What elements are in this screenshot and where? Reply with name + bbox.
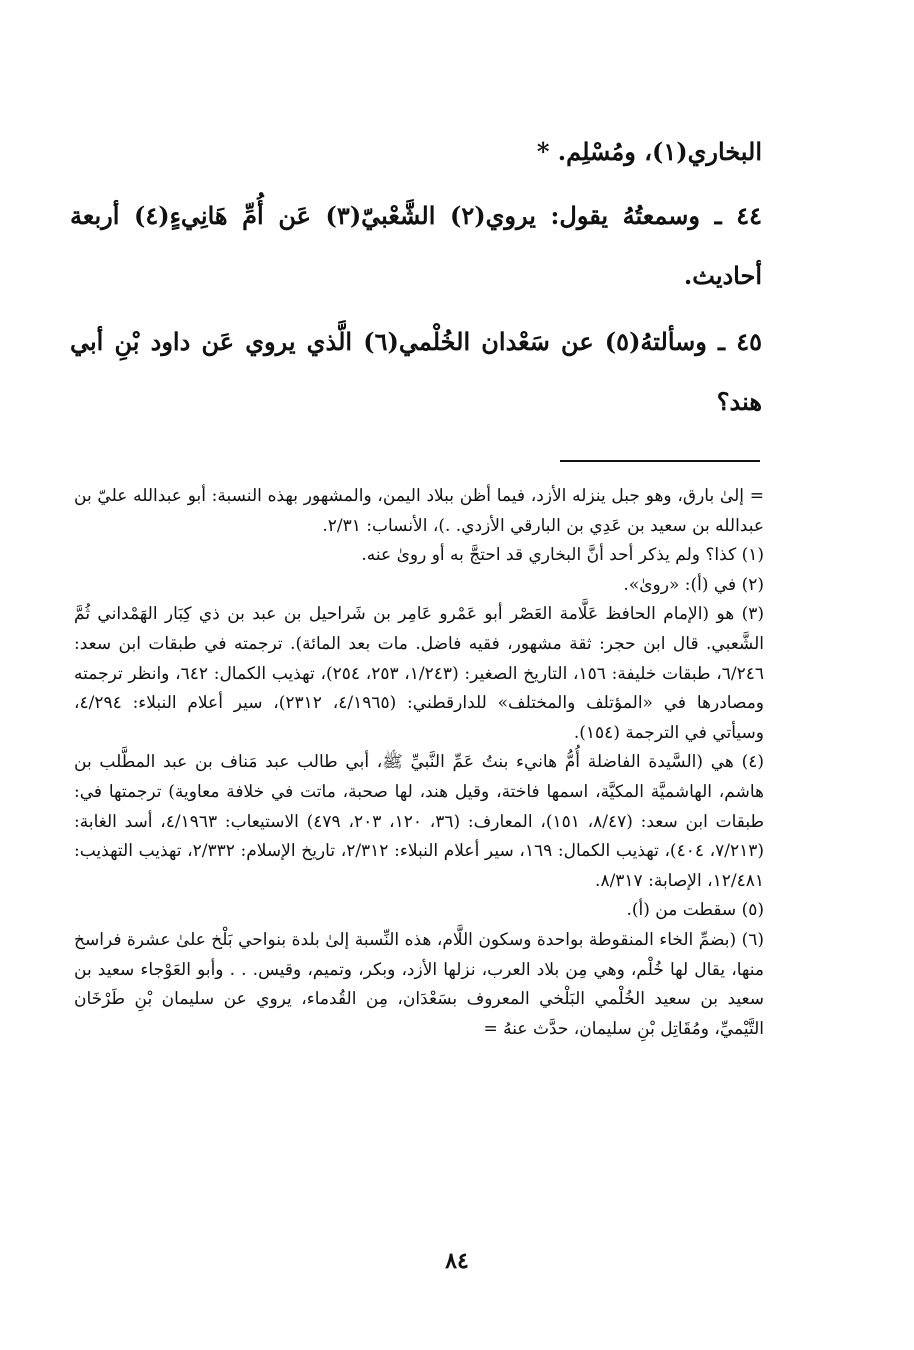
- main-text-line-bukhari: [70, 122, 762, 182]
- main-paragraph: ٤٥ ـ وسألتهُ(٥) عن سَعْدان الخُلْمي(٦) الَّذي يروي عَن داود بْنِ أبي هند؟: [70, 327, 763, 416]
- footnote-1: (١) كذا؟ ولم يذكر أحد أنَّ البخاري قد احتجَّ به أو روىٰ عنه.: [361, 545, 764, 566]
- footnote-5: (٥) سقطت من (أ).: [626, 900, 764, 921]
- footnote-continuation: = إلىٰ بارق، وهو جبل ينزله الأزد، فيما أظن ببلاد اليمن، والمشهور بهذه النسبة: أبو عبدالله عليّ بن عبدالله بن سعيد بن عَدِي بن البارقي الأزدي. .)، الأنساب: ٢/٣١.: [74, 486, 764, 536]
- main-paragraph: البخاري(١)، ومُسْلِم. *: [536, 137, 762, 166]
- footnotes: [74, 482, 764, 1044]
- main-paragraph: ٤٤ ـ وسمعتُهُ يقول: يروي(٢) الشَّعْبيّ(٣) عَن أُمِّ هَانِيءٍ(٤) أربعة أحاديث.: [70, 201, 763, 290]
- footnote-4: (٤) هي (السَّيدة الفاضلة أُمُّ هانيء بنتُ عَمِّ النَّبيِّ ﷺ، أبي طالب عبد مَناف بن عبد المطَّلب بن هاشم، الهاشميَّة المكيَّة، اسمها فاختة، وقيل هند، لها صحبة، ماتت في خلافة معاوية) ترجمتها في: طبقات ابن سعد: (٨/٤٧، ١٥١)، المعارف: (٣٦، ١٢٠، ٢٠٣، ٤٧٩) الاستيعاب: ٤/١٩٦٣، أسد الغابة: (٧/٢١٣، ٤٠٤)، تهذيب الكمال: ١٦٩، سير أعلام النبلاء: ٢/٣١٢، تاريخ الإسلام: ٢/٣٣٢، تهذيب التهذيب: ١٢/٤٨١، الإصابة: ٨/٣١٧.: [74, 752, 765, 891]
- footnote-separator: [560, 460, 760, 462]
- footnote-2: (٢) في (أ): «روىٰ».: [623, 574, 764, 595]
- main-text-entry-45: [70, 312, 762, 432]
- main-text-entry-44: [70, 186, 762, 306]
- footnote-3: (٣) هو (الإمام الحافظ عَلَّامة العَصْر أبو عَمْرو عَامِر بن شَراحيل بن عبد بن ذي كِبَار الهَمْداني ثُمَّ الشَّعبي. قال ابن حجر: ثقة مشهور، فقيه فاضل. مات بعد المائة). ترجمته في طبقات ابن سعد: ٦/٢٤٦، طبقات خليفة: ١٥٦، التاريخ الصغير: (١/٢٤٣، ٢٥٣، ٢٥٤)، تهذيب الكمال: ٦٤٢، وانظر ترجمته ومصادرها في «المؤتلف والمختلف» للدارقطني: (٤/١٩٦٥، ٢٣١٢)، سير أعلام النبلاء: ٤/٢٩٤، وسيأتي في الترجمة (١٥٤).: [74, 604, 765, 743]
- footnote-6: (٦) (بضمِّ الخاء المنقوطة بواحدة وسكون اللَّام، هذه النِّسبة إلىٰ بلدة بنواحي بَلْخ علىٰ عشرة فراسخ منها، يقال لها خُلْم، وهي مِن بلاد العرب، نزلها الأزد، وبكر، وتميم، وقيس. . . وأبو العَوْجاء سعيد بن سعيد بن سعيد الخُلْمي البَلْخي المعروف بسَعْدَان، مِن القُدماء، يروي عن سليمان بْنِ طَرْخَان التَّيْميِّ، ومُقَاتِل بْنِ سليمان، حدَّث عنهُ =: [74, 929, 764, 1039]
- page-number: ٨٤: [445, 1248, 469, 1274]
